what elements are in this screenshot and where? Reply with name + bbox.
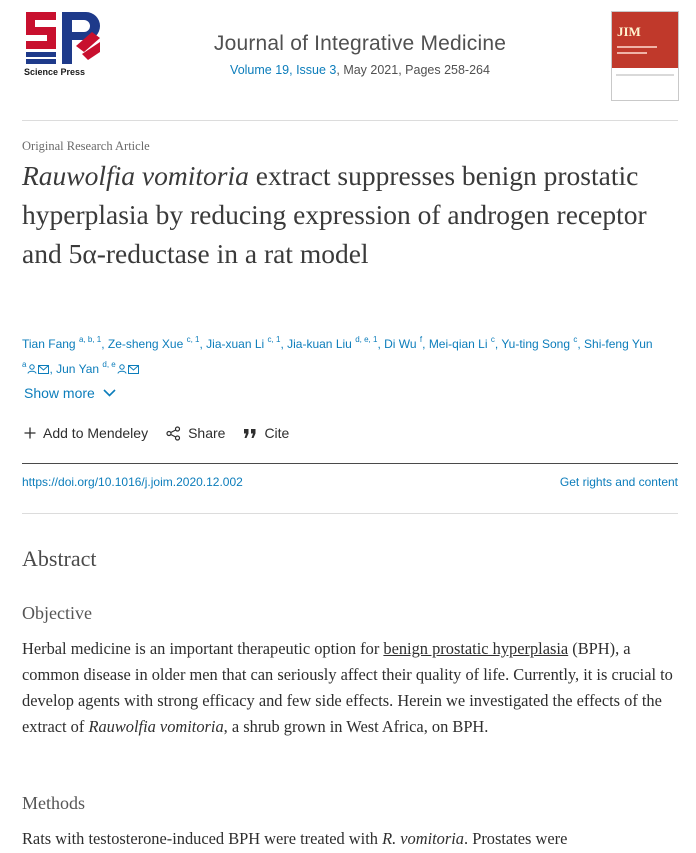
author-list: Tian Fang $^{a, b, 1}$, Ze-sheng Xue $^{c, 1}$, Jia-xuan Li $^{c, 1}$, Jia-kuan Liu $^{d, e, 1}$, Di Wu $^f$, Mei-qian Li $^c$, Yu-ting Song $^c$, Shi-feng Yun $^a$ , Jun Yan $^{d, e}$	[22, 335, 653, 376]
methods-heading: Methods	[22, 793, 85, 813]
cover-line	[617, 46, 657, 48]
date-pages: , May 2021, Pages 258-264	[336, 63, 490, 77]
section-divider	[22, 513, 678, 514]
journal-header	[150, 32, 570, 77]
journal-cover-thumbnail[interactable]	[611, 11, 679, 101]
author-link[interactable]: Jun Yan $^{d, e}$	[56, 362, 139, 376]
author-link[interactable]: Tian Fang $^{a, b, 1}$	[22, 335, 102, 351]
abstract-heading: Abstract	[22, 546, 97, 571]
methods-paragraph: Rats with testosterone-induced BPH were treated with R. vomitoria. Prostates were	[22, 829, 568, 848]
author-link[interactable]: Jia-xuan Li $^{c, 1}$	[206, 335, 281, 351]
show-more-button[interactable]	[24, 385, 116, 401]
quote-icon	[243, 428, 257, 439]
share-icon	[166, 426, 181, 441]
author-link[interactable]: Di Wu $^f$	[384, 335, 423, 351]
add-to-mendeley-button[interactable]: Add to Mendeley	[24, 425, 148, 441]
email-icon	[128, 365, 139, 374]
article-title-rest: extract suppresses benign prostatic hyperplasia by reducing expression of androgen receptor and 5α-reductase in a rat model	[22, 160, 647, 269]
person-icon	[117, 364, 127, 374]
person-icon	[27, 364, 37, 374]
cover-divider	[616, 74, 674, 76]
author-link[interactable]: Mei-qian Li $^c$	[428, 335, 495, 351]
publisher-name: Science Press	[24, 67, 86, 77]
chevron-down-icon	[103, 389, 116, 397]
author-link[interactable]: Yu-ting Song $^c$	[501, 335, 578, 351]
cover-banner	[612, 12, 678, 68]
doi-link[interactable]: https://doi.org/10.1016/j.joim.2020.12.002	[22, 475, 243, 489]
plus-icon	[24, 427, 36, 439]
article-actions	[24, 425, 307, 441]
show-more-label: Show more	[24, 385, 95, 401]
journal-title-link[interactable]: Journal of Integrative Medicine	[213, 32, 507, 55]
objective-heading: Objective	[22, 603, 92, 623]
metadata-divider	[22, 463, 678, 464]
author-link[interactable]: Shi-feng Yun	[584, 337, 653, 351]
author-link[interactable]: Jia-kuan Liu $^{d, e, 1}$	[287, 335, 378, 351]
cover-abbrev: JIM	[617, 24, 641, 39]
author-link[interactable]: a	[22, 362, 49, 376]
article-type: Original Research Article	[22, 139, 150, 153]
share-button[interactable]: Share	[166, 425, 225, 441]
get-rights-link[interactable]: Get rights and content	[559, 475, 678, 489]
objective-paragraph: Herbal medicine is an important therapeutic option for benign prostatic hyperplasia (BPH), a common disease in older men that can seriously affect their quality of life. Currently, it is crucial to develop agents with strong efficacy and few side effects. Herein we investigated the effects of the extract of Rauwolfia vomitoria, a shrub grown in West Africa, on BPH.	[22, 639, 673, 736]
bph-topic-link[interactable]: benign prostatic hyperplasia	[383, 639, 569, 658]
author-link[interactable]: Ze-sheng Xue $^{c, 1}$	[107, 335, 200, 351]
header-divider	[22, 120, 678, 121]
email-icon	[38, 365, 49, 374]
article-title	[22, 156, 672, 273]
cover-line	[617, 52, 647, 54]
publisher-logo[interactable]	[24, 12, 104, 82]
volume-issue-link[interactable]: Volume 19, Issue 3	[230, 63, 337, 77]
science-press-logo-mark	[26, 12, 100, 64]
cite-button[interactable]: Cite	[243, 425, 289, 441]
journal-issue-info	[150, 63, 570, 77]
article-title-species: Rauwolfia vomitoria	[22, 160, 249, 191]
